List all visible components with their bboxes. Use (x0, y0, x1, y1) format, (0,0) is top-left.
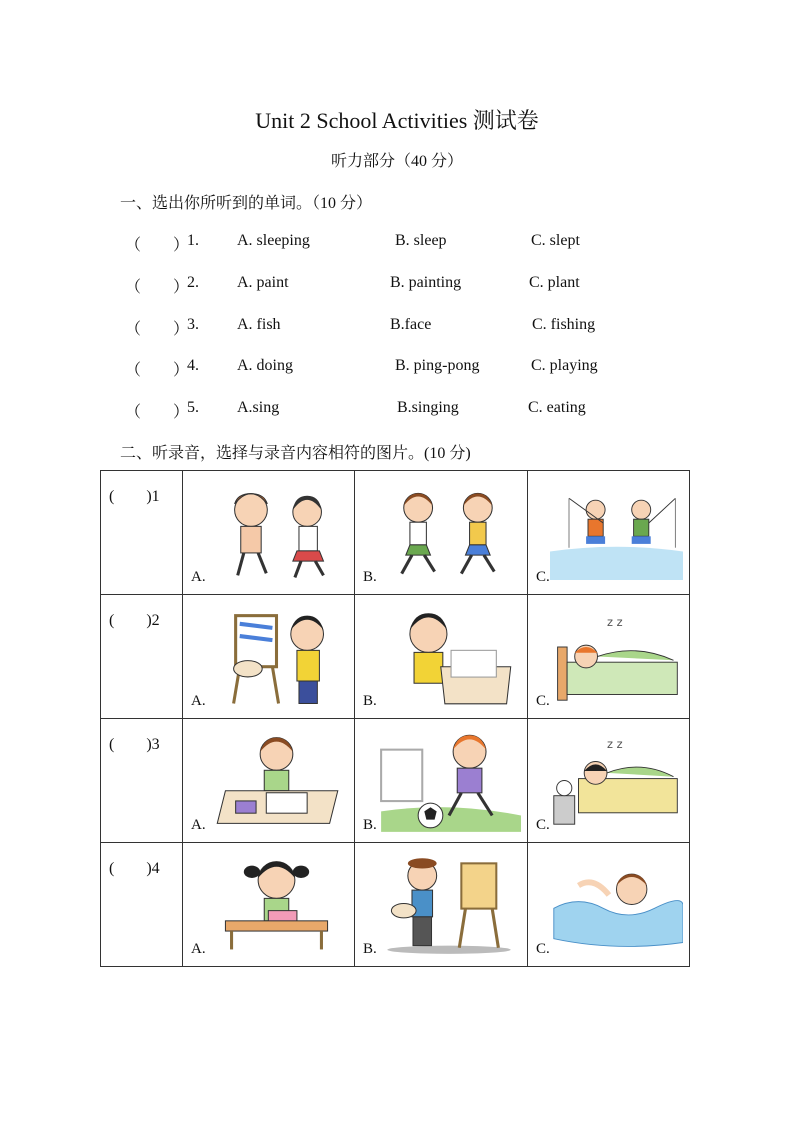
option-label: B. (363, 693, 377, 709)
kids-running-icon (205, 475, 348, 590)
section2-heading: 二、听录音，选择与录音内容相符的图片。(10 分) (120, 445, 471, 462)
question-row-3 (125, 316, 685, 340)
answer-blank[interactable]: （ ） (125, 279, 190, 296)
option-label: B. (363, 941, 377, 957)
option-a: A. sleeping (237, 232, 310, 249)
option-label: C. (536, 817, 550, 833)
boys-fishing-icon (550, 475, 683, 590)
option-label: A. (191, 693, 206, 709)
man-painting-easel-icon (377, 847, 521, 962)
option-label: C. (536, 693, 550, 709)
question-number: 3. (187, 316, 199, 333)
row-number: ( )4 (109, 860, 160, 877)
picture-option-a[interactable] (183, 843, 355, 967)
question-number: 4. (187, 357, 199, 374)
option-a: A. doing (237, 357, 293, 374)
row-number-cell[interactable] (101, 719, 183, 843)
picture-option-b[interactable] (355, 843, 528, 967)
option-b: B. ping-pong (395, 357, 480, 374)
picture-option-c[interactable] (528, 595, 690, 719)
boys-running-icon (377, 475, 521, 590)
row-number-cell[interactable] (101, 595, 183, 719)
boy-painting-icon (205, 599, 348, 714)
row-number-cell[interactable] (101, 471, 183, 595)
picture-row-3 (101, 719, 690, 843)
answer-blank[interactable]: （ ） (125, 404, 190, 421)
picture-option-c[interactable] (528, 471, 690, 595)
row-number-cell[interactable] (101, 843, 183, 967)
picture-option-a[interactable] (183, 719, 355, 843)
picture-option-a[interactable] (183, 471, 355, 595)
girl-reading-bench-icon (205, 847, 348, 962)
picture-option-c[interactable] (528, 843, 690, 967)
picture-choice-table (100, 470, 690, 967)
option-label: A. (191, 569, 206, 585)
svg-text:z z: z z (607, 615, 623, 630)
option-b: B. sleep (395, 232, 447, 249)
answer-blank[interactable]: （ ） (125, 321, 190, 338)
boy-swimming-icon (550, 847, 683, 962)
picture-option-c[interactable] (528, 719, 690, 843)
girl-sleeping-icon (550, 599, 683, 714)
option-label: B. (363, 817, 377, 833)
svg-text:z z: z z (607, 737, 623, 752)
option-c: C. playing (531, 357, 598, 374)
boy-reading-icon (205, 723, 348, 838)
question-number: 2. (187, 274, 199, 291)
option-label: A. (191, 941, 206, 957)
row-number: ( )2 (109, 612, 160, 629)
boy-football-icon (377, 723, 521, 838)
option-c: C. fishing (532, 316, 596, 333)
picture-row-1 (101, 471, 690, 595)
section1-heading: 一、选出你所听到的单词。（10 分） (120, 195, 373, 212)
picture-option-b[interactable] (355, 595, 528, 719)
question-row-4 (125, 357, 685, 381)
option-label: B. (363, 569, 377, 585)
option-b: B.singing (397, 399, 459, 416)
question-number: 5. (187, 399, 199, 416)
option-c: C. plant (529, 274, 580, 291)
option-label: C. (536, 941, 550, 957)
question-number: 1. (187, 232, 199, 249)
option-b: B. painting (390, 274, 462, 291)
picture-option-b[interactable] (355, 471, 528, 595)
page-title: Unit 2 School Activities 测试卷 (255, 108, 539, 133)
option-a: A. fish (237, 316, 281, 333)
picture-option-b[interactable] (355, 719, 528, 843)
picture-row-2 (101, 595, 690, 719)
question-row-1 (125, 232, 685, 256)
picture-row-4 (101, 843, 690, 967)
question-row-2 (125, 274, 685, 298)
option-c: C. slept (531, 232, 580, 249)
boy-writing-icon (377, 599, 521, 714)
option-b: B.face (390, 316, 432, 333)
picture-option-a[interactable] (183, 595, 355, 719)
row-number: ( )1 (109, 488, 160, 505)
option-a: A.sing (237, 399, 280, 416)
option-label: C. (536, 569, 550, 585)
girl-sleeping-clock-icon (550, 723, 683, 838)
answer-blank[interactable]: （ ） (125, 237, 190, 254)
option-a: A. paint (237, 274, 289, 291)
row-number: ( )3 (109, 736, 160, 753)
option-c: C. eating (528, 399, 586, 416)
page-subtitle: 听力部分（40 分） (330, 153, 463, 170)
option-label: A. (191, 817, 206, 833)
question-row-5 (125, 399, 685, 423)
answer-blank[interactable]: （ ） (125, 362, 190, 379)
